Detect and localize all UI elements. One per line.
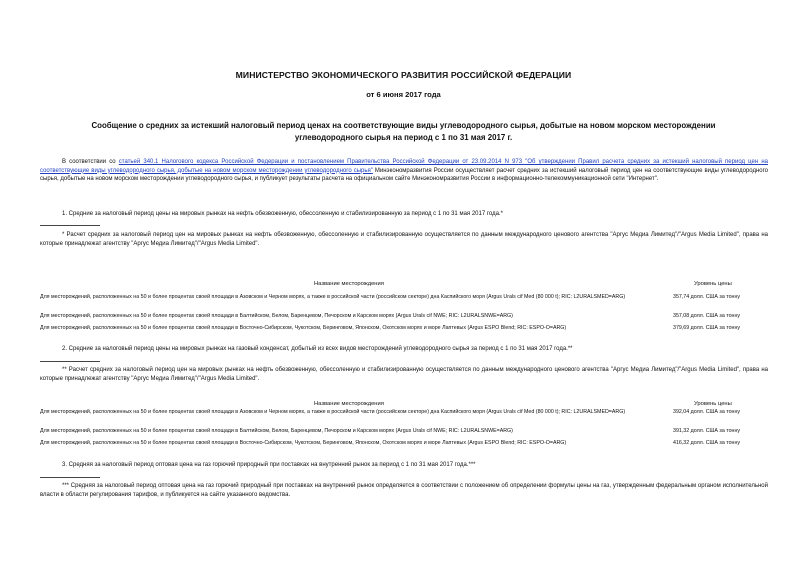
- section-1-heading: 1. Средние за налоговый период цены на мировых рынках на нефть обезвоженную, обессоленную и стабилизированную за период с 1 по 31 мая 2017 года.*: [62, 211, 503, 217]
- table-1-header-field: Название месторождения: [314, 281, 384, 287]
- footnote-1: * Расчет средних за налоговый период цен на мировых рынках на нефть обезвоженную, обессоленную и стабилизированную осуществляется по данным международного ценового агентства "Аргус Медиа Лимитед"/"Argus Media Limited", права на которые принадлежат агентству "Аргус Медиа Лимитед"/"Argus Media Limited".: [40, 232, 768, 247]
- table-2-header-price: Уровень цены: [694, 401, 732, 407]
- ministry-title: МИНИСТЕРСТВО ЭКОНОМИЧЕСКОГО РАЗВИТИЯ РОССИЙСКОЙ ФЕДЕРАЦИИ: [235, 70, 572, 80]
- footnote-3: *** Средняя за налоговый период оптовая цена на газ горючий природный при поставках на внутренний рынок определяется в соответствии с положением об определении формулы цены на газ, утвержденным федеральным органом исполнительной власти в области регулирования тарифов, и публикуется на сайте указанного ведомства.: [40, 483, 768, 498]
- document-subject: Сообщение о средних за истекший налоговый период ценах на соответствующие виды углеводородного сырья, добытые на новом морском месторождении углеводородного сырья на период с 1 по 31 мая 2017 г.: [91, 121, 716, 142]
- table-1-row-1-price: 357,74 долл. США за тонну: [673, 294, 741, 300]
- table-1-row-3-field: Для месторождений, расположенных на 50 и более процентах своей площади в Восточно-Сибирском, Чукотском, Беринговом, Японском, Охотском морях и море Лаптевых (Argus ESPO Blend; RIC: ESPO-O=ARG): [40, 325, 567, 331]
- table-1-row-3-price: 379,69 долл. США за тонну: [673, 325, 741, 331]
- footnote-rule-3: [40, 477, 100, 478]
- table-2-row-3-price: 416,32 долл. США за тонну: [673, 440, 741, 446]
- footnote-rule-1: [40, 225, 100, 226]
- intro-prefix: В соответствии со: [62, 159, 119, 165]
- footnote-2: ** Расчет средних за налоговый период цен на мировых рынках на нефть обезвоженную, обессоленную и стабилизированную осуществляется по данным международного ценового агентства "Аргус Медиа Лимитед"/"Argus Media Limited", права на которые принадлежат агентству "Аргус Медиа Лимитед"/"Argus Media Limited".: [40, 367, 768, 382]
- table-1-row-2-field: Для месторождений, расположенных на 50 и более процентах своей площади в Балтийском, Белом, Баренцевом, Печорском и Карском морях (Argus Urals cif NWE; RIC: L2URALSNWE=ARG): [40, 313, 513, 319]
- table-2-row-1-price: 392,04 долл. США за тонну: [673, 409, 741, 415]
- table-2-header-field: Название месторождения: [314, 401, 384, 407]
- law-link[interactable]: статьей 340.1 Налогового кодекса Российской Федерации и постановлением Правительства Российской Федерации от 23.09.2014 N 973 "Об утверждении Правил расчета средних за истекший налоговый период цен на соответствующие виды углеводородного сырья, добытые на новом морском месторождении углеводородного сырья": [40, 159, 768, 174]
- section-2-heading: 2. Средние за налоговый период цены на мировых рынках на газовый конденсат, добытый из всех видов месторождений углеводородного сырья за период с 1 по 31 мая 2017 года.**: [62, 346, 573, 352]
- table-2-row-3-field: Для месторождений, расположенных на 50 и более процентах своей площади в Восточно-Сибирском, Чукотском, Беринговом, Японском, Охотском морях и море Лаптевых (Argus ESPO Blend; RIC: ESPO-O=ARG): [40, 440, 567, 446]
- table-1-header-price: Уровень цены: [694, 281, 732, 287]
- table-1-row-1-field: Для месторождений, расположенных на 50 и более процентах своей площади в Азовском и Черном морях, а также в российской части (российском секторе) дна Каспийского моря (Argus Urals cif Med (80 000 t); RIC: L2URALSMED=ARG): [40, 294, 626, 300]
- table-2-row-2-price: 391,32 долл. США за тонну: [673, 428, 741, 434]
- section-3-heading: 3. Средняя за налоговый период оптовая цена на газ горючий природный при поставках на внутренний рынок за период с 1 по 31 мая 2017 года.***: [62, 462, 476, 468]
- table-2-row-1-field: Для месторождений, расположенных на 50 и более процентах своей площади в Азовском и Черном морях, а также в российской части (российском секторе) дна Каспийского моря (Argus Urals cif Med (80 000 t); RIC: L2URALSMED=ARG): [40, 409, 626, 415]
- table-2-row-2-field: Для месторождений, расположенных на 50 и более процентах своей площади в Балтийском, Белом, Баренцевом, Печорском и Карском морях (Argus Urals cif NWE; RIC: L2URALSNWE=ARG): [40, 428, 513, 434]
- footnote-rule-2: [40, 361, 100, 362]
- table-1-row-2-price: 357,08 долл. США за тонну: [673, 313, 741, 319]
- intro-suffix: Минэкономразвития России осуществляет расчет средних за истекший налоговый период цен на соответствующие виды углеводородного сырья, добытые на новом морском месторождении углеводородного сырья, и публикует результаты расчета на официальном сайте Минэкономразвития России в информационно-телекоммуникационной сети "Интернет".: [40, 167, 769, 183]
- intro-paragraph: [40, 158, 768, 184]
- document-date: от 6 июня 2017 года: [366, 90, 441, 99]
